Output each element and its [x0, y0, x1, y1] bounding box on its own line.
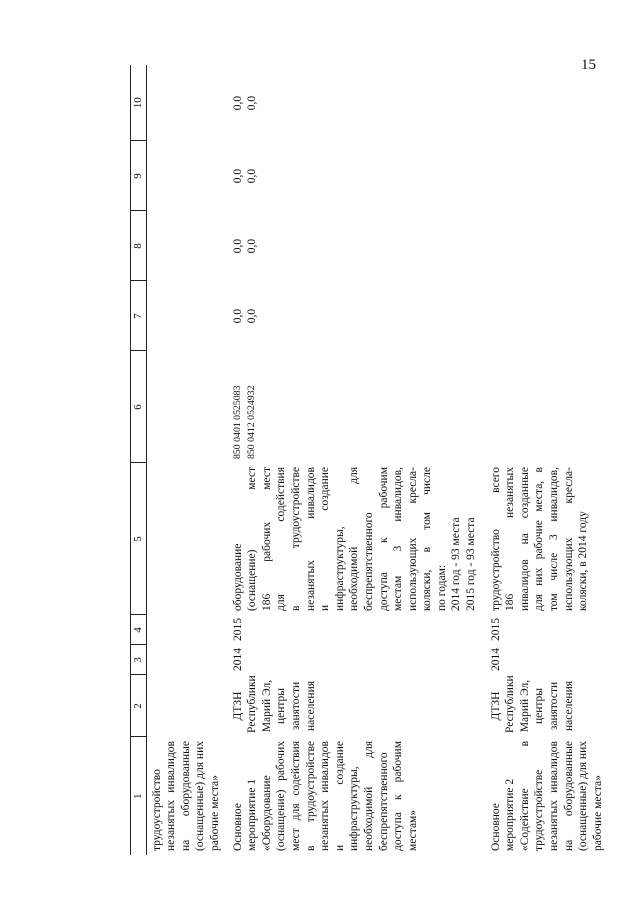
text-line: занятости — [289, 681, 302, 731]
text-line: 0,0 — [231, 95, 244, 111]
text-line: «Содействие в — [518, 741, 531, 851]
text-line: незанятых инвалидов — [548, 741, 561, 851]
text-line: необходимой для — [362, 741, 375, 851]
row1-col9-values — [223, 141, 479, 211]
header-col-2: 2 — [131, 675, 147, 737]
row1-col10-values — [223, 65, 479, 141]
text-line: инфраструктуры, — [333, 526, 346, 611]
text-line: 0,0 — [231, 308, 244, 324]
text-line: 0,0 — [231, 168, 244, 184]
row1-col7-values — [223, 281, 479, 351]
page-number: 15 — [581, 57, 596, 73]
text-line: 0,0 — [246, 95, 259, 111]
header-col-7: 7 — [131, 281, 147, 351]
header-col-10: 10 — [131, 65, 147, 141]
row2-executor — [479, 675, 606, 737]
text-line: Основное мероприятие 1 — [231, 778, 259, 851]
text-line: для них рабочие места, в — [533, 467, 546, 611]
rotated-table-sheet — [130, 65, 630, 855]
text-line: (оснащение) мест — [246, 467, 259, 611]
text-line: доступа к рабочим — [377, 467, 390, 611]
text-line: местам 3 инвалидов, — [392, 467, 405, 611]
header-col-5: 5 — [131, 463, 147, 615]
text-line: незанятых инвалидов — [319, 741, 332, 851]
text-line: в трудоустройстве — [304, 741, 317, 851]
text-line: трудоустройстве — [533, 769, 546, 851]
row0-activity — [146, 737, 222, 855]
text-line: инфраструктуры, — [348, 766, 361, 851]
row1-budget-codes — [223, 351, 479, 463]
text-line: использующих кресла- — [406, 467, 419, 611]
text-line: в трудоустройстве — [289, 467, 302, 611]
header-col-9: 9 — [131, 141, 147, 211]
row2-result — [479, 463, 606, 615]
row1-end-year: 2015 — [231, 618, 244, 641]
text-line: том числе 3 инвалидов, — [548, 467, 561, 611]
row2-end-year: 2015 — [489, 618, 502, 641]
text-line: оборудование — [231, 543, 244, 611]
table-row — [223, 65, 479, 855]
text-line: коляски, в том числе — [421, 467, 434, 611]
text-line: 850 0401 0525083 — [231, 385, 243, 459]
text-line: занятости — [548, 681, 561, 731]
text-line: инвалидов на созданные — [518, 467, 531, 611]
text-line: на оборудованные — [179, 741, 192, 851]
text-line: для содействия — [275, 467, 288, 611]
text-line: Марий Эл, — [518, 679, 531, 733]
row1-start-year: 2014 — [231, 648, 244, 671]
text-line: и создание — [319, 467, 332, 611]
text-line: 186 незанятых — [504, 467, 517, 611]
text-line: населения — [304, 680, 317, 732]
row1-executor — [223, 675, 479, 737]
text-line: доступа к рабочим — [392, 741, 405, 851]
text-line: (оснащенные) для них — [577, 741, 590, 851]
text-line: коляски, в 2014 году — [577, 511, 590, 611]
program-table — [130, 65, 605, 855]
text-line: ДТЗН — [231, 691, 244, 721]
text-line: по годам: — [435, 564, 448, 611]
text-line: беспрепятственного — [362, 512, 375, 611]
text-line: Марий Эл, — [260, 679, 273, 733]
header-row — [131, 65, 147, 855]
text-line: 2014 год - 93 места — [450, 517, 463, 611]
text-line: мест для содействия — [289, 741, 302, 851]
text-line: незанятых инвалидов — [304, 467, 317, 611]
text-line: беспрепятственного — [377, 752, 390, 851]
text-line: 0,0 — [246, 168, 259, 184]
header-col-4: 4 — [131, 615, 147, 645]
text-line: Республики — [504, 675, 517, 733]
text-line: (оснащенные) для них — [194, 741, 207, 851]
text-line: (оснащение) рабочих — [275, 741, 288, 851]
text-line: трудоустройство — [150, 769, 163, 851]
text-line: центры — [275, 687, 288, 725]
table-row — [146, 65, 222, 855]
text-line: 0,0 — [246, 238, 259, 254]
text-line: 850 0412 0524932 — [246, 385, 258, 459]
header-col-1: 1 — [131, 737, 147, 855]
row1-col8-values — [223, 211, 479, 281]
text-line: центры — [533, 687, 546, 725]
text-line: и создание — [333, 741, 346, 851]
text-line: 0,0 — [231, 238, 244, 254]
row2-activity — [479, 737, 606, 855]
header-col-8: 8 — [131, 211, 147, 281]
text-line: на оборудованные — [562, 741, 575, 851]
text-line: местам» — [406, 809, 419, 851]
text-line: 186 рабочих мест — [260, 467, 273, 611]
text-line: Основное мероприятие 2 — [489, 778, 517, 851]
text-line: рабочие места» — [591, 775, 604, 851]
text-line: трудоустройство всего — [489, 467, 502, 611]
header-col-3: 3 — [131, 645, 147, 675]
text-line: ДТЗН — [489, 691, 502, 721]
row1-activity — [223, 737, 479, 855]
row1-result — [223, 463, 479, 615]
text-line: использующих кресла- — [562, 467, 575, 611]
text-line: Республики — [246, 675, 259, 733]
table-row — [479, 65, 606, 855]
text-line: незанятых инвалидов — [165, 741, 178, 851]
text-line: 0,0 — [246, 308, 259, 324]
text-line: 2015 год - 93 места — [465, 517, 478, 611]
text-line: необходимой для — [348, 467, 361, 611]
header-col-6: 6 — [131, 351, 147, 463]
text-line: «Оборудование — [260, 775, 273, 851]
row2-start-year: 2014 — [489, 648, 502, 671]
text-line: населения — [562, 680, 575, 732]
text-line: рабочие места» — [208, 775, 221, 851]
